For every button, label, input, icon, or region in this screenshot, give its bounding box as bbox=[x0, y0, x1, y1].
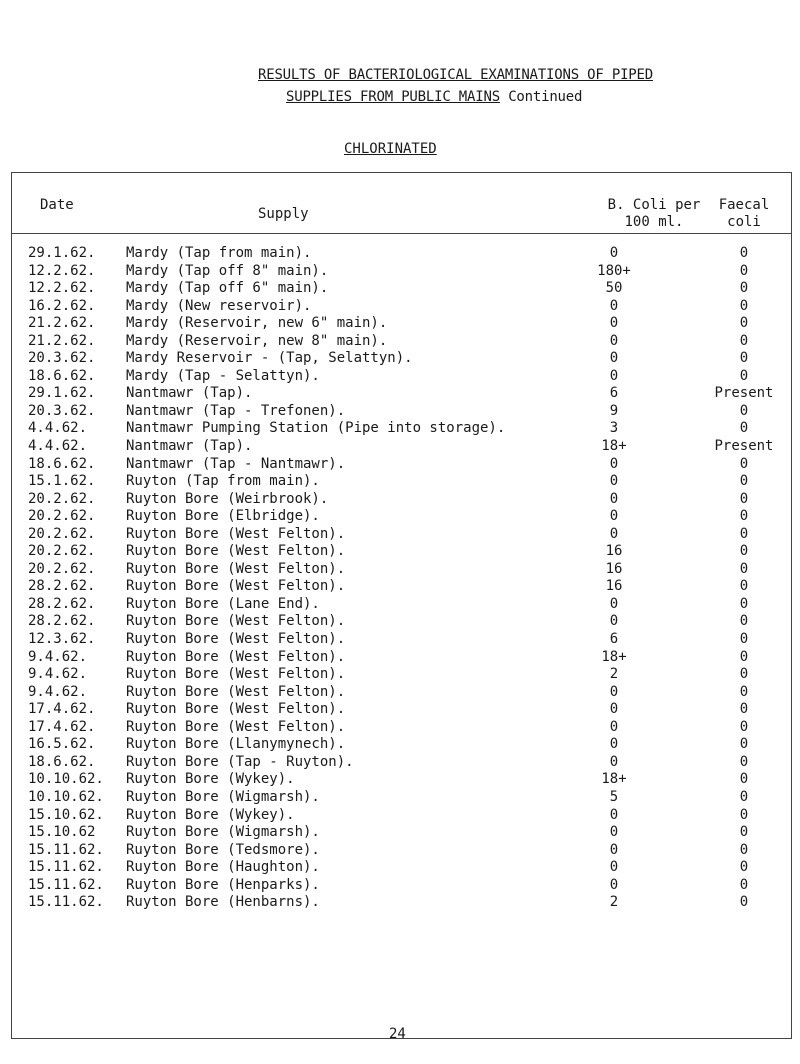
page-number: 24 bbox=[389, 1026, 406, 1042]
cell-faecal: 0 bbox=[739, 508, 749, 525]
cell-faecal: 0 bbox=[739, 859, 749, 876]
column-header-bcoli-line2: 100 ml. bbox=[624, 214, 684, 230]
cell-faecal: 0 bbox=[739, 420, 749, 437]
table-row bbox=[0, 280, 800, 298]
cell-date: 20.2.62. bbox=[28, 490, 96, 507]
cell-bcoli: 0 bbox=[609, 332, 619, 349]
cell-bcoli: 16 bbox=[605, 560, 623, 577]
cell-faecal: Present bbox=[714, 385, 774, 402]
table-row bbox=[0, 491, 800, 509]
cell-bcoli: 50 bbox=[605, 280, 623, 297]
table-row bbox=[0, 631, 800, 649]
cell-supply: Ruyton Bore (West Felton). bbox=[126, 543, 346, 560]
cell-date: 18.6.62. bbox=[28, 367, 96, 384]
table-row bbox=[0, 859, 800, 877]
cell-bcoli: 6 bbox=[609, 631, 619, 648]
cell-faecal: 0 bbox=[739, 841, 749, 858]
cell-date: 4.4.62. bbox=[28, 438, 88, 455]
cell-faecal: 0 bbox=[739, 736, 749, 753]
cell-faecal: 0 bbox=[739, 595, 749, 612]
cell-supply: Ruyton Bore (Wykey). bbox=[126, 806, 295, 823]
cell-faecal: 0 bbox=[739, 631, 749, 648]
cell-supply: Ruyton Bore (West Felton). bbox=[126, 613, 346, 630]
cell-supply: Nantmawr (Tap). bbox=[126, 438, 253, 455]
column-header-supply: Supply bbox=[258, 206, 309, 222]
cell-bcoli: 0 bbox=[609, 701, 619, 718]
column-header-bcoli-line1: B. Coli per bbox=[607, 197, 701, 213]
cell-supply: Ruyton Bore (Henbarns). bbox=[126, 894, 320, 911]
cell-bcoli: 3 bbox=[609, 420, 619, 437]
column-header-faecal-line1: Faecal bbox=[718, 197, 770, 213]
cell-faecal: 0 bbox=[739, 525, 749, 542]
cell-supply: Mardy (Reservoir, new 6" main). bbox=[126, 315, 388, 332]
table-row bbox=[0, 333, 800, 351]
cell-date: 9.4.62. bbox=[28, 666, 88, 683]
cell-bcoli: 9 bbox=[609, 402, 619, 419]
cell-faecal: 0 bbox=[739, 560, 749, 577]
cell-faecal: 0 bbox=[739, 824, 749, 841]
table-row bbox=[0, 824, 800, 842]
cell-bcoli: 0 bbox=[609, 718, 619, 735]
table-row bbox=[0, 877, 800, 895]
table-row bbox=[0, 385, 800, 403]
cell-faecal: 0 bbox=[739, 245, 749, 261]
table-row bbox=[0, 666, 800, 684]
table-row bbox=[0, 508, 800, 526]
cell-faecal: 0 bbox=[739, 753, 749, 770]
cell-bcoli: 0 bbox=[609, 806, 619, 823]
cell-bcoli: 0 bbox=[609, 245, 619, 261]
cell-date: 21.2.62. bbox=[28, 315, 96, 332]
table-row bbox=[0, 403, 800, 421]
report-title: RESULTS OF BACTERIOLOGICAL EXAMINATIONS OF PIPED bbox=[258, 67, 653, 83]
table-row bbox=[0, 684, 800, 702]
cell-faecal: 0 bbox=[739, 613, 749, 630]
cell-faecal: Present bbox=[714, 438, 774, 455]
cell-faecal: 0 bbox=[739, 666, 749, 683]
table-row bbox=[0, 526, 800, 544]
cell-bcoli: 0 bbox=[609, 455, 619, 472]
cell-bcoli: 16 bbox=[605, 578, 623, 595]
cell-supply: Nantmawr (Tap - Trefonen). bbox=[126, 402, 346, 419]
cell-bcoli: 0 bbox=[609, 736, 619, 753]
results-table-body bbox=[0, 245, 800, 912]
cell-supply: Ruyton Bore (West Felton). bbox=[126, 648, 346, 665]
cell-supply: Ruyton Bore (West Felton). bbox=[126, 578, 346, 595]
cell-supply: Ruyton Bore (Haughton). bbox=[126, 859, 320, 876]
cell-bcoli: 0 bbox=[609, 753, 619, 770]
cell-supply: Ruyton Bore (Wigmarsh). bbox=[126, 824, 320, 841]
table-row bbox=[0, 842, 800, 860]
cell-supply: Ruyton Bore (Llanymynech). bbox=[126, 736, 346, 753]
table-row bbox=[0, 298, 800, 316]
cell-date: 21.2.62. bbox=[28, 332, 96, 349]
cell-date: 9.4.62. bbox=[28, 683, 88, 700]
cell-faecal: 0 bbox=[739, 894, 749, 911]
cell-faecal: 0 bbox=[739, 718, 749, 735]
cell-date: 10.10.62. bbox=[28, 771, 104, 788]
cell-supply: Ruyton Bore (West Felton). bbox=[126, 683, 346, 700]
table-row bbox=[0, 894, 800, 912]
cell-date: 18.6.62. bbox=[28, 455, 96, 472]
section-heading: CHLORINATED bbox=[344, 141, 437, 157]
cell-bcoli: 0 bbox=[609, 841, 619, 858]
cell-bcoli: 5 bbox=[609, 788, 619, 805]
cell-supply: Mardy Reservoir - (Tap, Selattyn). bbox=[126, 350, 413, 367]
table-row bbox=[0, 719, 800, 737]
cell-faecal: 0 bbox=[739, 490, 749, 507]
cell-date: 12.2.62. bbox=[28, 280, 96, 297]
cell-faecal: 0 bbox=[739, 701, 749, 718]
cell-faecal: 0 bbox=[739, 367, 749, 384]
cell-date: 15.11.62. bbox=[28, 894, 104, 911]
cell-bcoli: 6 bbox=[609, 385, 619, 402]
cell-faecal: 0 bbox=[739, 771, 749, 788]
table-row bbox=[0, 420, 800, 438]
table-row bbox=[0, 754, 800, 772]
table-row bbox=[0, 701, 800, 719]
cell-date: 12.2.62. bbox=[28, 262, 96, 279]
cell-supply: Ruyton Bore (West Felton). bbox=[126, 560, 346, 577]
cell-date: 4.4.62. bbox=[28, 420, 88, 437]
table-row bbox=[0, 736, 800, 754]
table-row bbox=[0, 578, 800, 596]
cell-bcoli: 16 bbox=[605, 543, 623, 560]
table-row bbox=[0, 543, 800, 561]
cell-supply: Ruyton Bore (West Felton). bbox=[126, 631, 346, 648]
cell-faecal: 0 bbox=[739, 280, 749, 297]
cell-bcoli: 0 bbox=[609, 297, 619, 314]
cell-date: 20.2.62. bbox=[28, 560, 96, 577]
cell-bcoli: 18+ bbox=[601, 771, 627, 788]
cell-supply: Nantmawr (Tap - Nantmawr). bbox=[126, 455, 346, 472]
cell-supply: Nantmawr Pumping Station (Pipe into storage). bbox=[126, 420, 506, 437]
cell-faecal: 0 bbox=[739, 262, 749, 279]
cell-date: 10.10.62. bbox=[28, 788, 104, 805]
cell-date: 9.4.62. bbox=[28, 648, 88, 665]
cell-bcoli: 2 bbox=[609, 666, 619, 683]
cell-supply: Ruyton Bore (West Felton). bbox=[126, 701, 346, 718]
cell-bcoli: 0 bbox=[609, 683, 619, 700]
table-row bbox=[0, 561, 800, 579]
cell-date: 28.2.62. bbox=[28, 613, 96, 630]
cell-faecal: 0 bbox=[739, 455, 749, 472]
table-row bbox=[0, 438, 800, 456]
cell-bcoli: 0 bbox=[609, 613, 619, 630]
column-header-date: Date bbox=[40, 197, 74, 213]
cell-supply: Nantmawr (Tap). bbox=[126, 385, 253, 402]
cell-faecal: 0 bbox=[739, 402, 749, 419]
cell-supply: Ruyton (Tap from main). bbox=[126, 473, 320, 490]
cell-bcoli: 0 bbox=[609, 315, 619, 332]
cell-date: 16.2.62. bbox=[28, 297, 96, 314]
cell-supply: Mardy (Tap - Selattyn). bbox=[126, 367, 320, 384]
table-row bbox=[0, 456, 800, 474]
cell-date: 20.2.62. bbox=[28, 525, 96, 542]
cell-date: 17.4.62. bbox=[28, 718, 96, 735]
cell-date: 18.6.62. bbox=[28, 753, 96, 770]
cell-supply: Ruyton Bore (West Felton). bbox=[126, 666, 346, 683]
cell-supply: Ruyton Bore (Weirbrook). bbox=[126, 490, 329, 507]
cell-bcoli: 18+ bbox=[601, 648, 627, 665]
table-row bbox=[0, 807, 800, 825]
cell-faecal: 0 bbox=[739, 315, 749, 332]
cell-bcoli: 0 bbox=[609, 490, 619, 507]
cell-bcoli: 0 bbox=[609, 859, 619, 876]
report-subtitle-main: SUPPLIES FROM PUBLIC MAINS bbox=[286, 89, 500, 105]
cell-bcoli: 0 bbox=[609, 508, 619, 525]
cell-date: 12.3.62. bbox=[28, 631, 96, 648]
cell-date: 15.11.62. bbox=[28, 841, 104, 858]
table-row bbox=[0, 771, 800, 789]
cell-faecal: 0 bbox=[739, 350, 749, 367]
cell-faecal: 0 bbox=[739, 788, 749, 805]
cell-supply: Mardy (New reservoir). bbox=[126, 297, 312, 314]
cell-bcoli: 0 bbox=[609, 824, 619, 841]
cell-bcoli: 0 bbox=[609, 350, 619, 367]
cell-faecal: 0 bbox=[739, 806, 749, 823]
cell-supply: Ruyton Bore (Henparks). bbox=[126, 876, 320, 893]
cell-date: 15.10.62. bbox=[28, 806, 104, 823]
cell-faecal: 0 bbox=[739, 876, 749, 893]
table-row bbox=[0, 263, 800, 281]
cell-faecal: 0 bbox=[739, 648, 749, 665]
cell-date: 20.2.62. bbox=[28, 543, 96, 560]
cell-bcoli: 180+ bbox=[597, 262, 631, 279]
cell-date: 20.3.62. bbox=[28, 350, 96, 367]
cell-bcoli: 18+ bbox=[601, 438, 627, 455]
cell-bcoli: 0 bbox=[609, 473, 619, 490]
column-header-faecal-line2: coli bbox=[727, 214, 761, 230]
cell-supply: Mardy (Reservoir, new 8" main). bbox=[126, 332, 388, 349]
cell-bcoli: 0 bbox=[609, 525, 619, 542]
cell-supply: Ruyton Bore (Wigmarsh). bbox=[126, 788, 320, 805]
cell-supply: Ruyton Bore (West Felton). bbox=[126, 718, 346, 735]
cell-date: 15.11.62. bbox=[28, 876, 104, 893]
cell-bcoli: 2 bbox=[609, 894, 619, 911]
table-row bbox=[0, 789, 800, 807]
table-row bbox=[0, 245, 800, 263]
table-row bbox=[0, 613, 800, 631]
cell-supply: Mardy (Tap off 6" main). bbox=[126, 280, 329, 297]
cell-supply: Mardy (Tap from main). bbox=[126, 245, 312, 261]
table-row bbox=[0, 649, 800, 667]
cell-supply: Ruyton Bore (Tap - Ruyton). bbox=[126, 753, 354, 770]
cell-bcoli: 0 bbox=[609, 367, 619, 384]
cell-faecal: 0 bbox=[739, 332, 749, 349]
cell-supply: Ruyton Bore (West Felton). bbox=[126, 525, 346, 542]
cell-date: 15.11.62. bbox=[28, 859, 104, 876]
cell-faecal: 0 bbox=[739, 683, 749, 700]
column-header-faecal bbox=[700, 197, 788, 231]
cell-date: 15.10.62 bbox=[28, 824, 96, 841]
cell-faecal: 0 bbox=[739, 297, 749, 314]
cell-supply: Ruyton Bore (Lane End). bbox=[126, 595, 320, 612]
cell-date: 20.3.62. bbox=[28, 402, 96, 419]
cell-faecal: 0 bbox=[739, 543, 749, 560]
cell-date: 15.1.62. bbox=[28, 473, 96, 490]
table-row bbox=[0, 315, 800, 333]
report-subtitle-suffix: Continued bbox=[508, 89, 583, 105]
cell-faecal: 0 bbox=[739, 578, 749, 595]
cell-bcoli: 0 bbox=[609, 876, 619, 893]
table-row bbox=[0, 473, 800, 491]
cell-date: 17.4.62. bbox=[28, 701, 96, 718]
cell-date: 20.2.62. bbox=[28, 508, 96, 525]
cell-supply: Ruyton Bore (Elbridge). bbox=[126, 508, 320, 525]
cell-supply: Ruyton Bore (Wykey). bbox=[126, 771, 295, 788]
cell-faecal: 0 bbox=[739, 473, 749, 490]
cell-bcoli: 0 bbox=[609, 595, 619, 612]
cell-date: 28.2.62. bbox=[28, 595, 96, 612]
cell-date: 29.1.62. bbox=[28, 385, 96, 402]
cell-date: 28.2.62. bbox=[28, 578, 96, 595]
header-divider bbox=[11, 233, 791, 234]
cell-supply: Mardy (Tap off 8" main). bbox=[126, 262, 329, 279]
cell-date: 16.5.62. bbox=[28, 736, 96, 753]
cell-date: 29.1.62. bbox=[28, 245, 96, 261]
report-subtitle bbox=[286, 89, 582, 105]
cell-supply: Ruyton Bore (Tedsmore). bbox=[126, 841, 320, 858]
table-row bbox=[0, 368, 800, 386]
table-row bbox=[0, 596, 800, 614]
table-row bbox=[0, 350, 800, 368]
